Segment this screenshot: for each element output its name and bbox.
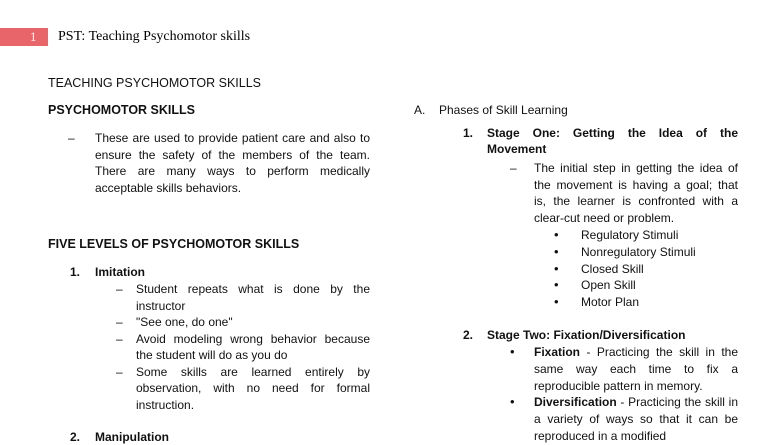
page-number: 1 bbox=[30, 29, 37, 44]
term-description: - Practicing the skill in the same way each time to fix a reproducible pattern in memory. bbox=[534, 344, 738, 393]
term-fixation: Fixation bbox=[534, 344, 581, 359]
dash-marker: – bbox=[510, 161, 517, 175]
stage-title: Stage Two: Fixation/Diversification bbox=[487, 327, 686, 342]
bullet-marker: • bbox=[554, 260, 559, 276]
bullet-marker: • bbox=[554, 243, 559, 259]
list-item-text: Motor Plan bbox=[581, 295, 640, 310]
section-title-psychomotor-skills: PSYCHOMOTOR SKILLS bbox=[48, 103, 196, 117]
list-item bbox=[414, 227, 738, 244]
stage-description bbox=[414, 160, 738, 226]
level-heading bbox=[48, 264, 370, 280]
list-item bbox=[414, 344, 738, 394]
level-heading bbox=[48, 429, 370, 445]
stage-heading bbox=[414, 327, 738, 343]
stimuli-list bbox=[414, 227, 738, 311]
level-number: 1. bbox=[70, 265, 81, 279]
list-item bbox=[414, 277, 738, 294]
stage-description-text: The initial step in getting the idea of the movement is having a goal; that is, the learner is confronted with a clear-cut need or problem. bbox=[534, 161, 738, 225]
bullet-marker: • bbox=[554, 227, 559, 242]
list-item-text: Nonregulatory Stimuli bbox=[581, 244, 696, 259]
list-item-text: Avoid modeling wrong behavior because the student will do as you do bbox=[136, 331, 370, 362]
list-item-text: Some skills are learned entirely by observation, with no need for formal instruction. bbox=[136, 364, 370, 412]
stage-title: Stage One: Getting the Idea of the Movement bbox=[487, 126, 738, 156]
stage-number: 1. bbox=[463, 126, 474, 140]
header-title: PST: Teaching Psychomotor skills bbox=[58, 29, 251, 44]
phase-heading bbox=[414, 102, 738, 118]
bullet-marker: • bbox=[554, 277, 559, 293]
page-heading: TEACHING PSYCHOMOTOR SKILLS bbox=[48, 76, 262, 90]
dash-marker: – bbox=[116, 315, 123, 329]
list-item bbox=[414, 261, 738, 278]
section-description bbox=[48, 130, 370, 196]
dash-marker: – bbox=[68, 131, 75, 145]
term-diversification: Diversification bbox=[534, 395, 617, 410]
stage-number: 2. bbox=[463, 327, 474, 342]
list-item bbox=[414, 294, 738, 311]
phase-letter: A. bbox=[414, 103, 426, 117]
description-text: These are used to provide patient care and also to ensure the safety of the members of the team. There are many ways to perform medically acceptable skills behaviors. bbox=[95, 131, 370, 195]
stage-heading bbox=[414, 125, 738, 157]
term-description: - Practicing the skill in a variety of ways so that it can be reproduced in a modified bbox=[534, 395, 738, 443]
level-name: Manipulation bbox=[95, 430, 169, 444]
phase-title: Phases of Skill Learning bbox=[439, 103, 568, 117]
list-item-text: Student repeats what is done by the instructor bbox=[136, 282, 370, 313]
bullet-marker: • bbox=[510, 343, 515, 359]
list-item bbox=[48, 314, 370, 331]
list-item bbox=[48, 364, 370, 414]
list-item-text: "See one, do one" bbox=[136, 315, 233, 329]
bullet-marker: • bbox=[554, 294, 559, 310]
list-item-text: Closed Skill bbox=[581, 261, 644, 276]
level-name: Imitation bbox=[95, 265, 145, 279]
header-accent-bar bbox=[0, 28, 48, 46]
list-item-text: Open Skill bbox=[581, 278, 636, 293]
dash-marker: – bbox=[116, 364, 123, 379]
left-column bbox=[48, 102, 370, 445]
level-number: 2. bbox=[70, 430, 81, 444]
right-column bbox=[414, 102, 738, 445]
bullet-marker: • bbox=[510, 394, 515, 410]
list-item bbox=[48, 331, 370, 364]
dash-marker: – bbox=[116, 331, 123, 346]
list-item bbox=[414, 394, 738, 444]
section-title-five-levels: FIVE LEVELS OF PSYCHOMOTOR SKILLS bbox=[48, 237, 300, 251]
dash-marker: – bbox=[116, 282, 123, 296]
list-item-text: Regulatory Stimuli bbox=[581, 228, 679, 242]
list-item bbox=[48, 281, 370, 314]
list-item bbox=[414, 244, 738, 261]
